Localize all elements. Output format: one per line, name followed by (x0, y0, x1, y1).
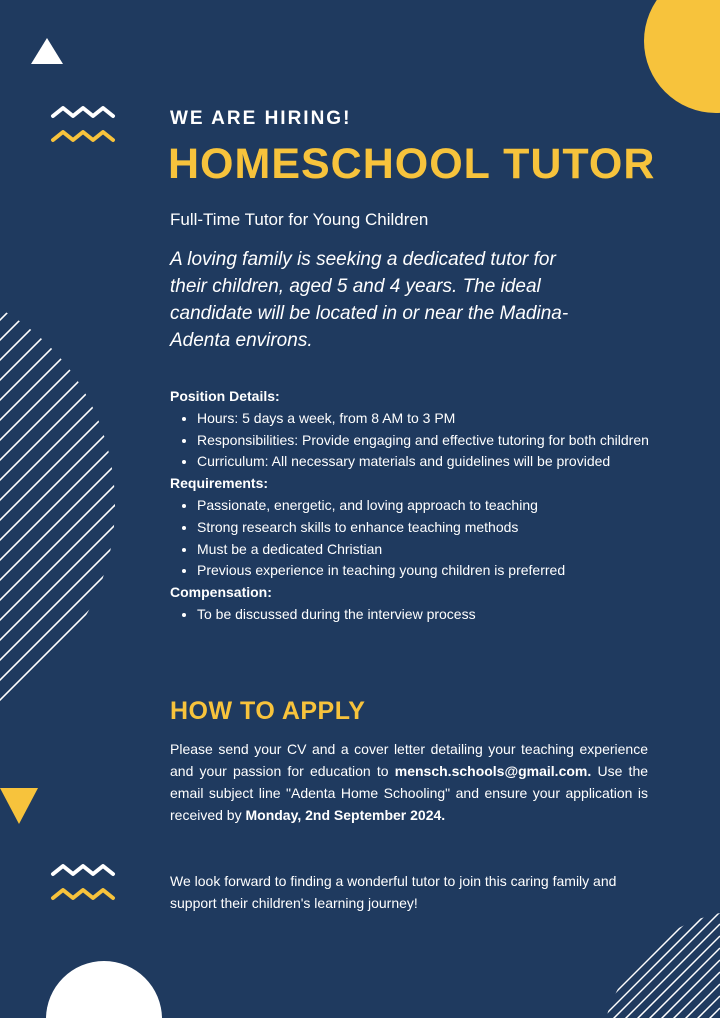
zigzag-icon (50, 862, 120, 906)
list-item: • Responsibilities: Provide engaging and effective tutoring for both children (197, 430, 650, 452)
requirements-list (170, 495, 650, 582)
list-item: • Hours: 5 days a week, from 8 AM to 3 PM (197, 408, 650, 430)
list-item: • Strong research skills to enhance teaching methods (197, 517, 650, 539)
hiring-kicker: WE ARE HIRING! (170, 108, 352, 129)
email-address[interactable]: mensch.schools@gmail.com. (394, 763, 592, 779)
diagonal-lines-right-icon (560, 900, 720, 1018)
triangle-up-icon (29, 36, 65, 66)
white-circle-icon (40, 955, 170, 1018)
intro-paragraph (170, 246, 640, 354)
intro-line: candidate will be located in or near the Madina- (170, 303, 569, 324)
apply-text: Use the email subject line "Adenta Home Schooling" and ensure your application is received by (170, 763, 649, 823)
list-item: • Previous experience in teaching young children is preferred (197, 560, 650, 582)
triangle-down-icon (0, 786, 40, 826)
yellow-circle-icon (620, 0, 720, 140)
list-item: • Curriculum: All necessary materials and guidelines will be provided (197, 451, 650, 473)
intro-line: A loving family is seeking a dedicated tutor for (170, 249, 556, 270)
section-heading: Position Details: (170, 388, 280, 404)
list-item: • Must be a dedicated Christian (197, 539, 650, 561)
apply-paragraph (170, 738, 648, 826)
intro-line: their children, aged 5 and 4 years. The ideal (170, 276, 541, 297)
list-item: • To be discussed during the interview process (197, 604, 650, 626)
position-list (170, 408, 650, 473)
list-item: • Passionate, energetic, and loving approach to teaching (197, 495, 650, 517)
job-details (170, 386, 650, 626)
apply-text: Please send your CV and a cover letter detailing your teaching experience and your passion for education to (170, 741, 648, 779)
closing-paragraph: We look forward to finding a wonderful tutor to join this caring family and support their children's learning journey! (170, 873, 617, 911)
apply-heading: HOW TO APPLY (170, 697, 366, 725)
section-heading: Requirements: (170, 475, 269, 492)
deadline: Monday, 2nd September 2024. (245, 807, 446, 823)
subtitle: Full-Time Tutor for Young Children (170, 210, 429, 229)
section-heading: Compensation: (170, 584, 272, 601)
diagonal-lines-left-icon (0, 280, 140, 730)
page-title: HOMESCHOOL TUTOR (168, 140, 656, 188)
zigzag-icon (50, 104, 120, 148)
compensation-list (170, 604, 650, 626)
intro-line: Adenta environs. (170, 330, 313, 351)
